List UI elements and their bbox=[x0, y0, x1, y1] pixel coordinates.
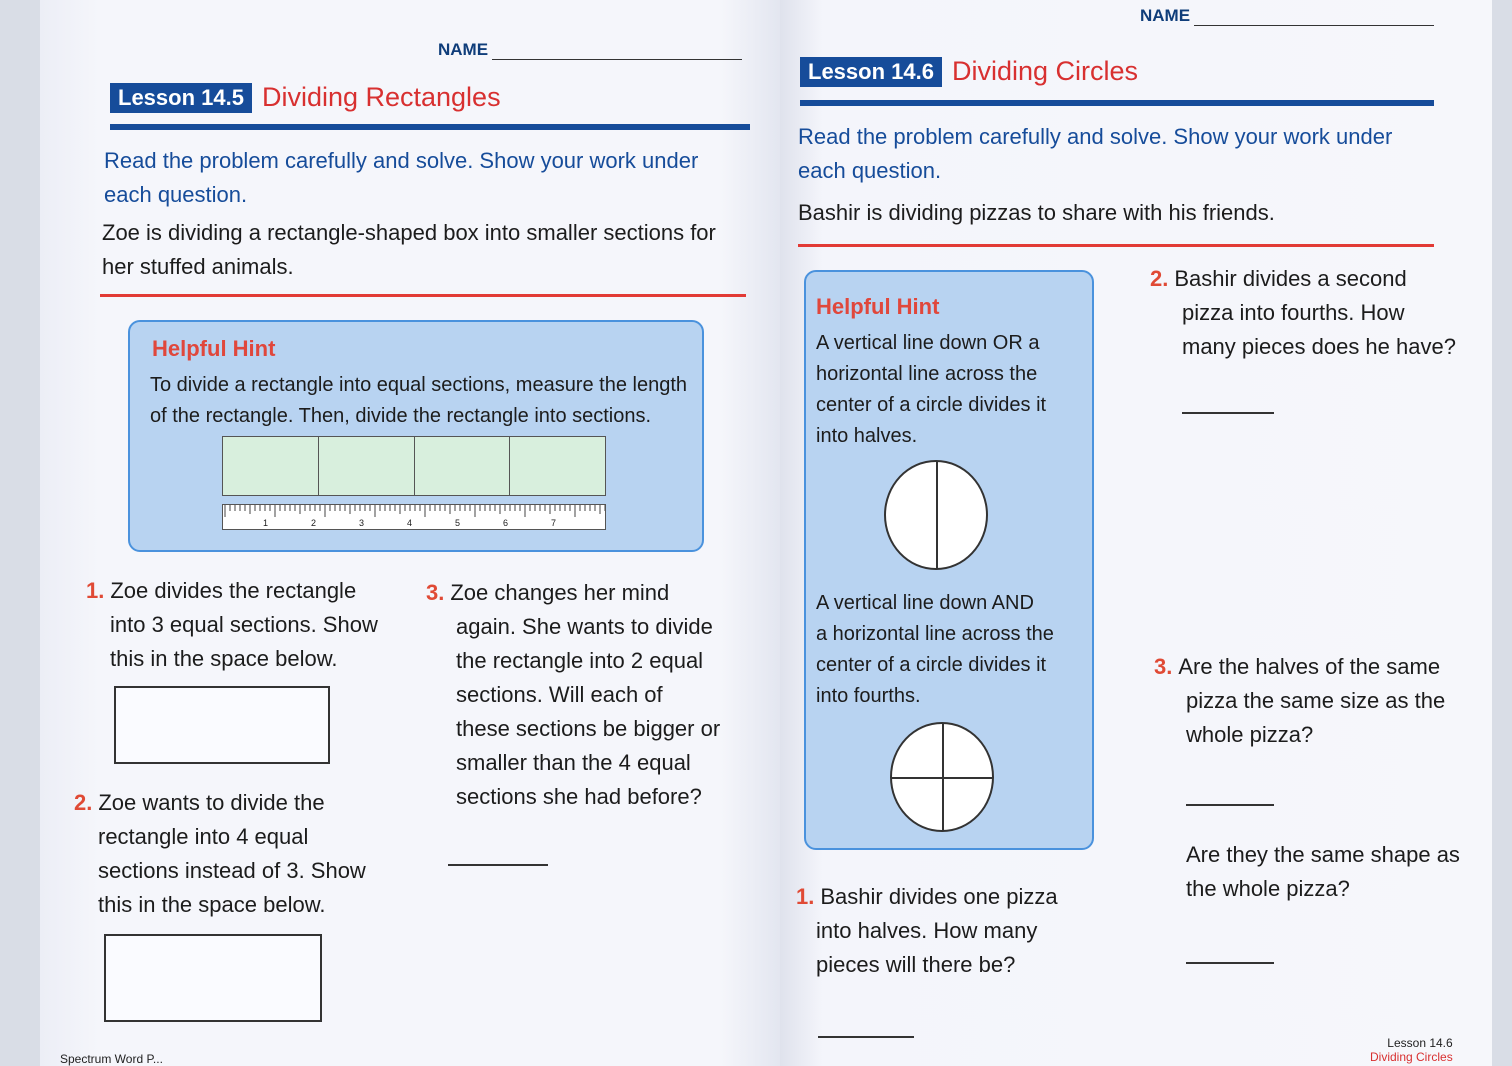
ruler-ticks bbox=[223, 505, 605, 519]
question-line: sections instead of 3. Show bbox=[98, 858, 366, 883]
hint-line: center of a circle divides it bbox=[816, 394, 1047, 416]
problem-intro: Bashir is dividing pizzas to share with his friends. bbox=[798, 200, 1275, 225]
question-line: rectangle into 4 equal bbox=[98, 824, 309, 849]
ruler-number: 7 bbox=[551, 518, 557, 528]
question-line: pieces will there be? bbox=[816, 952, 1016, 977]
hint-title: Helpful Hint bbox=[816, 294, 940, 319]
ruler-number: 2 bbox=[311, 518, 317, 528]
hint-line: A vertical line down OR a bbox=[816, 332, 1040, 354]
question-line: the rectangle into 2 equal bbox=[456, 648, 704, 673]
rectangle-section bbox=[415, 437, 511, 495]
footer-title: Dividing Circles bbox=[1370, 1050, 1453, 1064]
hint-title: Helpful Hint bbox=[152, 336, 276, 361]
question-1 bbox=[796, 880, 1058, 982]
rectangle-section bbox=[319, 437, 415, 495]
question-line: sections. Will each of bbox=[456, 682, 663, 707]
hint-text-halves bbox=[816, 328, 1046, 452]
question-line: Bashir divides a second bbox=[1174, 266, 1407, 291]
question-number: 1. bbox=[86, 578, 105, 603]
rectangle-section bbox=[223, 437, 319, 495]
hint-line: horizontal line across the bbox=[816, 363, 1038, 385]
question-line: Zoe wants to divide the bbox=[98, 790, 325, 815]
hint-line: A vertical line down AND bbox=[816, 592, 1034, 614]
hint-line: a horizontal line across the bbox=[816, 623, 1054, 645]
name-line[interactable] bbox=[1194, 25, 1434, 26]
hint-text-fourths bbox=[816, 588, 1054, 712]
question-3 bbox=[1154, 650, 1445, 752]
intro-rule bbox=[798, 244, 1434, 247]
question-number: 2. bbox=[1150, 266, 1169, 291]
question-line: smaller than the 4 equal bbox=[456, 750, 691, 775]
hint-line: into halves. bbox=[816, 425, 918, 447]
right-page bbox=[780, 0, 1492, 1066]
question-line: Are they the same shape as bbox=[1186, 842, 1460, 867]
question-line: sections she had before? bbox=[456, 784, 702, 809]
instructions-line: each question. bbox=[798, 158, 942, 183]
left-page bbox=[40, 0, 780, 1066]
question-1 bbox=[86, 574, 378, 676]
question-line: the whole pizza? bbox=[1186, 876, 1350, 901]
intro-line: her stuffed animals. bbox=[102, 254, 294, 279]
question-number: 3. bbox=[1154, 654, 1173, 679]
question-line: into halves. How many bbox=[816, 918, 1038, 943]
question-line: Zoe divides the rectangle bbox=[110, 578, 357, 603]
hint-line: To divide a rectangle into equal sections, measure the length bbox=[150, 374, 688, 396]
answer-line-3b[interactable] bbox=[1186, 962, 1274, 964]
page-footer bbox=[1370, 1036, 1453, 1064]
intro-line: Zoe is dividing a rectangle-shaped box into smaller sections for bbox=[102, 220, 716, 245]
question-line: these sections be bigger or bbox=[456, 716, 721, 741]
hint-line: center of a circle divides it bbox=[816, 654, 1047, 676]
ruler-number: 1 bbox=[263, 518, 269, 528]
question-line: this in the space below. bbox=[110, 646, 338, 671]
answer-line-3[interactable] bbox=[448, 864, 548, 866]
lesson-title: Dividing Rectangles bbox=[261, 82, 501, 112]
question-number: 2. bbox=[74, 790, 93, 815]
question-line: again. She wants to divide bbox=[456, 614, 713, 639]
question-line: Zoe changes her mind bbox=[450, 580, 670, 605]
ruler-number: 6 bbox=[503, 518, 509, 528]
instructions-line: Read the problem carefully and solve. Show your work under bbox=[798, 124, 1393, 149]
instructions bbox=[798, 120, 1392, 188]
header-rule bbox=[110, 124, 750, 130]
question-line: Are the halves of the same bbox=[1178, 654, 1441, 679]
question-line: this in the space below. bbox=[98, 892, 326, 917]
answer-line-3a[interactable] bbox=[1186, 804, 1274, 806]
instructions bbox=[104, 144, 698, 212]
helpful-hint-box bbox=[804, 270, 1094, 850]
circle-horizontal-line bbox=[892, 777, 992, 779]
question-line: Bashir divides one pizza bbox=[820, 884, 1058, 909]
name-line[interactable] bbox=[492, 59, 742, 60]
name-label: NAME bbox=[1140, 6, 1191, 25]
problem-intro bbox=[102, 216, 716, 284]
rectangle-section bbox=[510, 437, 605, 495]
instructions-line: Read the problem carefully and solve. Show your work under bbox=[104, 148, 699, 173]
question-line: whole pizza? bbox=[1186, 722, 1314, 747]
circle-vertical-line bbox=[936, 462, 938, 568]
hint-line: of the rectangle. Then, divide the rectangle into sections. bbox=[150, 405, 652, 427]
ruler bbox=[222, 504, 606, 530]
lesson-header bbox=[800, 56, 1138, 87]
ruler-number: 4 bbox=[407, 518, 413, 528]
answer-box-1[interactable] bbox=[114, 686, 330, 764]
answer-line-1[interactable] bbox=[818, 1036, 914, 1038]
intro-rule bbox=[100, 294, 746, 297]
question-line: into 3 equal sections. Show bbox=[110, 612, 378, 637]
name-label: NAME bbox=[438, 40, 489, 59]
circle-halves-diagram bbox=[884, 460, 988, 570]
question-number: 3. bbox=[426, 580, 445, 605]
header-rule bbox=[800, 100, 1434, 106]
question-line: pizza into fourths. How bbox=[1182, 300, 1405, 325]
ruler-number: 3 bbox=[359, 518, 365, 528]
hint-text bbox=[150, 370, 687, 432]
question-number: 1. bbox=[796, 884, 815, 909]
footer-lesson: Lesson 14.6 bbox=[1387, 1036, 1453, 1050]
answer-box-2[interactable] bbox=[104, 934, 322, 1022]
ruler-number: 5 bbox=[455, 518, 461, 528]
page-footer: Spectrum Word P... bbox=[60, 1052, 163, 1066]
helpful-hint-box bbox=[128, 320, 704, 552]
lesson-badge: Lesson 14.6 bbox=[800, 57, 942, 87]
name-field bbox=[438, 40, 742, 60]
answer-line-2[interactable] bbox=[1182, 412, 1274, 414]
rectangle-diagram bbox=[222, 436, 606, 496]
question-2 bbox=[1150, 262, 1456, 364]
circle-fourths-diagram bbox=[890, 722, 994, 832]
question-3b bbox=[1186, 838, 1460, 906]
lesson-badge: Lesson 14.5 bbox=[110, 83, 252, 113]
instructions-line: each question. bbox=[104, 182, 248, 207]
question-line: many pieces does he have? bbox=[1182, 334, 1456, 359]
question-2 bbox=[74, 786, 366, 922]
question-3 bbox=[426, 576, 720, 814]
question-line: pizza the same size as the bbox=[1186, 688, 1446, 713]
lesson-title: Dividing Circles bbox=[951, 56, 1138, 86]
name-field bbox=[1140, 6, 1434, 26]
hint-line: into fourths. bbox=[816, 685, 921, 707]
lesson-header bbox=[110, 82, 501, 113]
